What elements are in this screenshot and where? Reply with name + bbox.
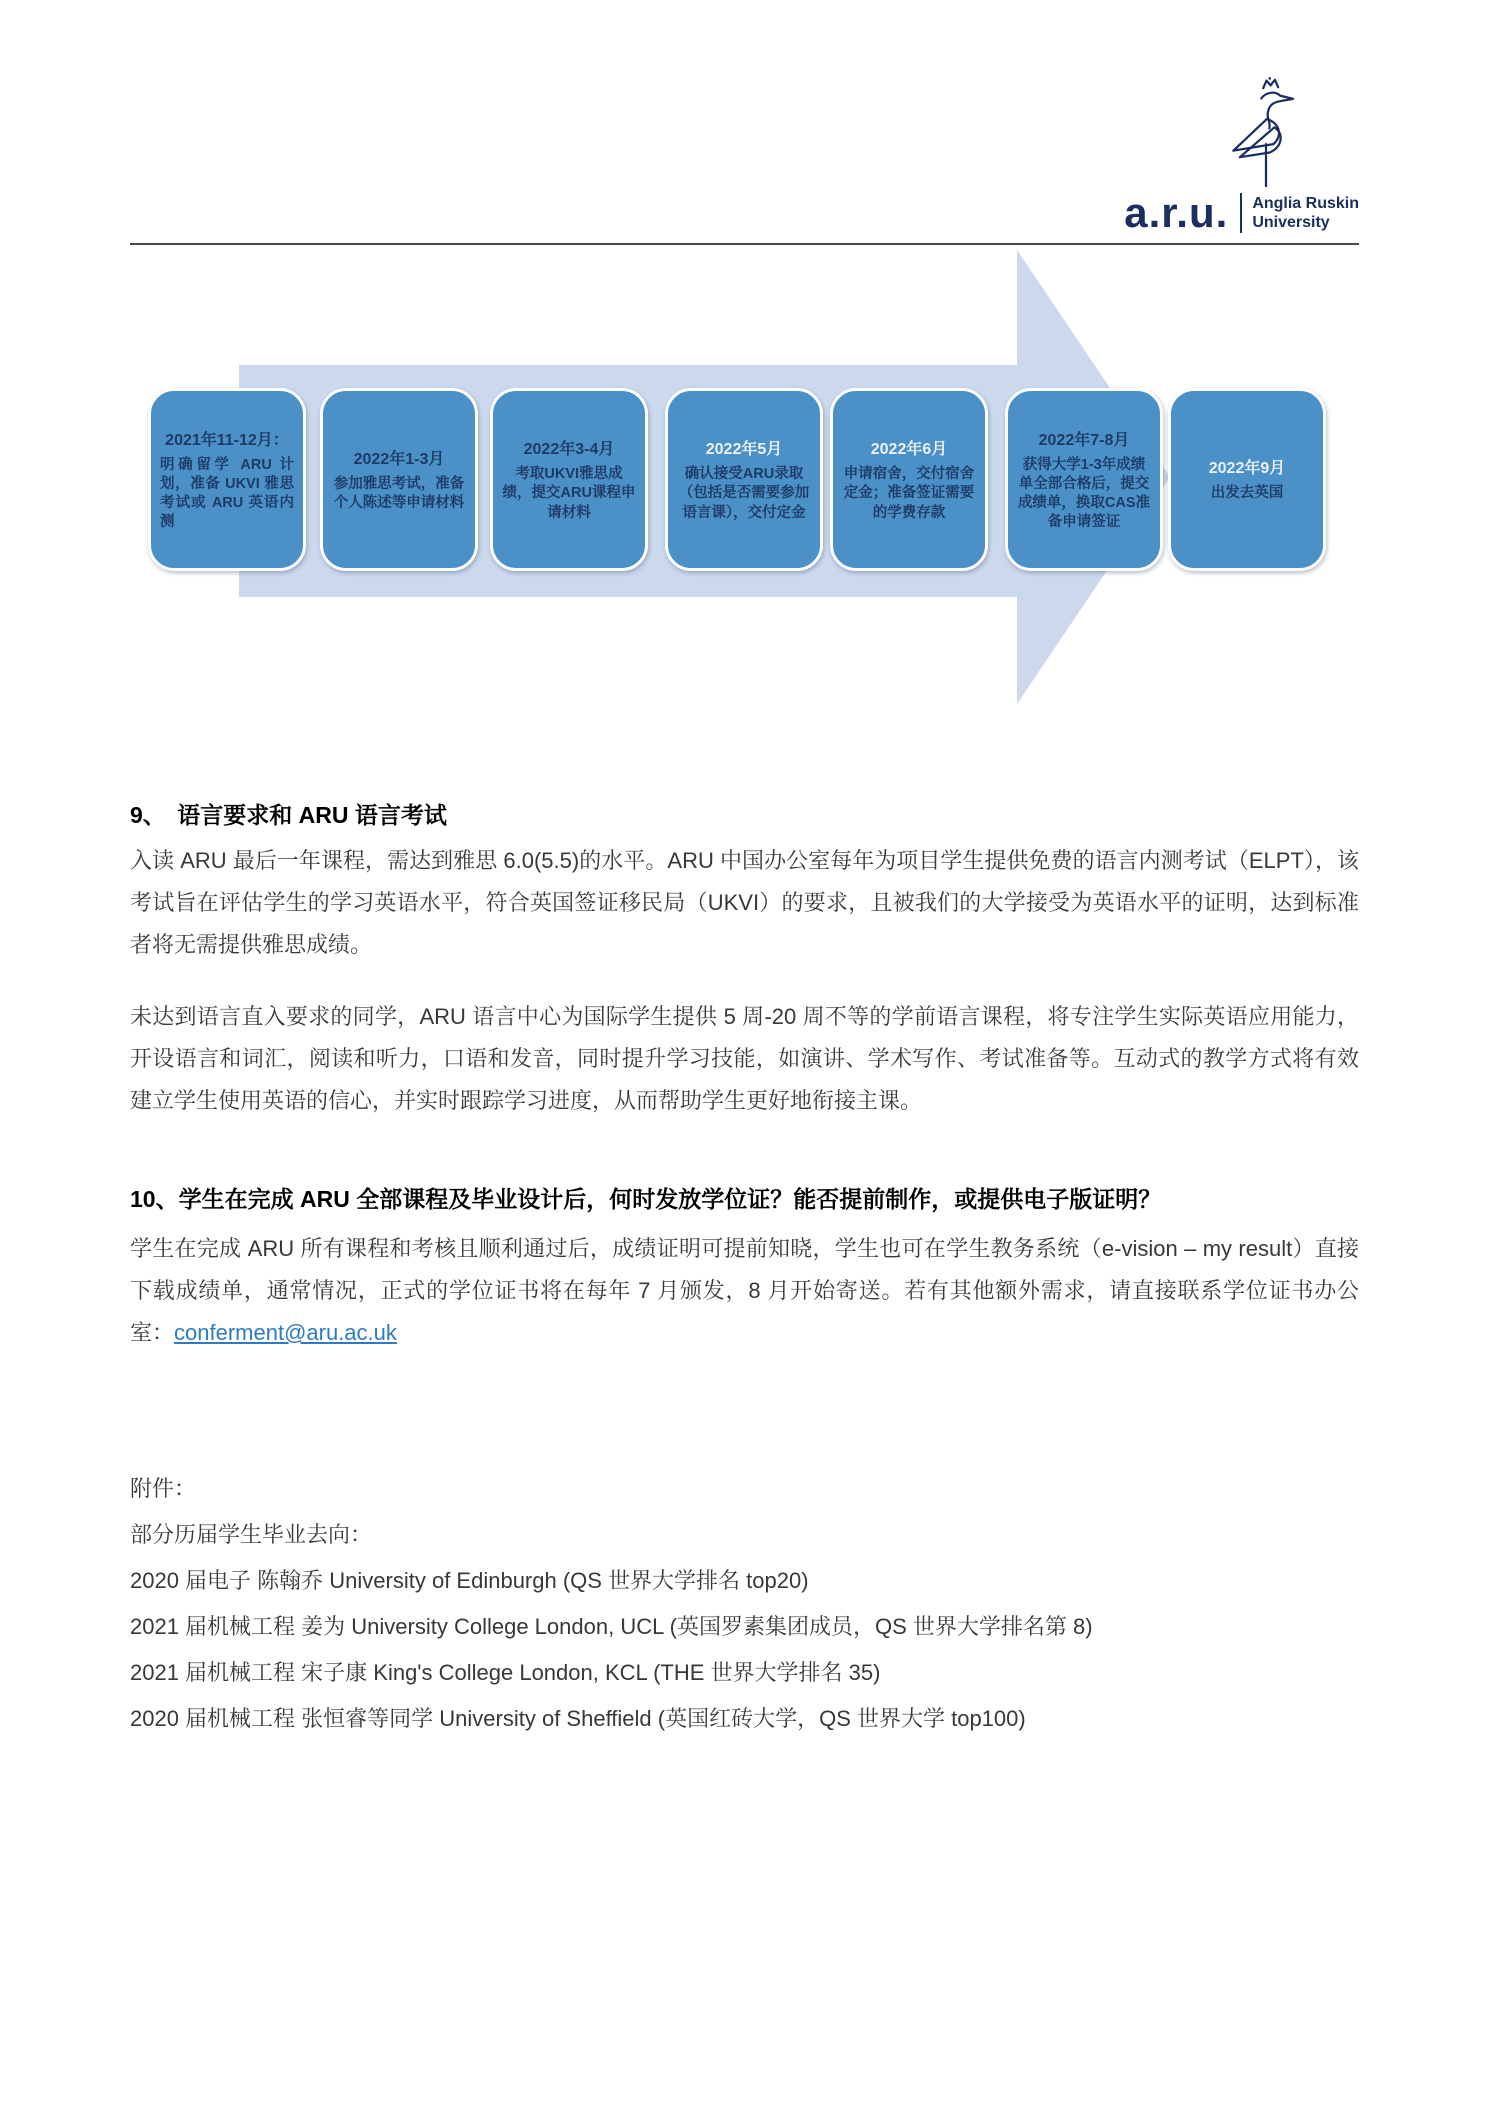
logo-divider <box>1240 193 1242 233</box>
attachment-title: 附件： <box>130 1476 197 1501</box>
timeline-step-text: 明确留学 ARU 计划，准备 UKVI 雅思考试或 ARU 英语内测 <box>160 456 294 531</box>
page-header <box>130 0 1359 234</box>
logo-text-row <box>1124 189 1359 236</box>
timeline-step-3 <box>490 388 648 571</box>
logo-acronym: a.r.u. <box>1124 189 1229 236</box>
logo-university-name <box>1252 194 1359 232</box>
section9-paragraph-2: 未达到语言直入要求的同学，ARU 语言中心为国际学生提供 5 周-20 周不等的学前语言课程，将专注学生实际英语应用能力，开设语言和词汇，阅读和听力，口语和发音，同时提升学习技能，如演讲、学术写作、考试准备等。互动式的教学方式将有效建立学生使用英语的信心，并实时跟踪学习进度，从而帮助学生更好地衔接主课。 <box>130 1004 1359 1113</box>
timeline-step-2 <box>320 388 478 571</box>
timeline-step-1 <box>148 388 306 571</box>
aru-logo <box>1124 76 1359 234</box>
logo-name-line2: University <box>1252 214 1330 231</box>
timeline-step-date: 2022年7-8月 <box>1038 431 1130 449</box>
timeline-step-4 <box>665 388 823 571</box>
attachment-section <box>130 1466 1359 1742</box>
section9-heading: 9、 语言要求和 ARU 语言考试 <box>130 802 447 828</box>
timeline-step-date: 2021年11-12月： <box>165 431 289 449</box>
timeline-step-5 <box>830 388 988 571</box>
graduate-destination-item: 2021 届机械工程 姜为 University College London, UCL (英国罗素集团成员，QS 世界大学排名第 8) <box>130 1614 1093 1639</box>
section10-paragraph <box>130 1228 1359 1354</box>
logo-name-line1: Anglia Ruskin <box>1252 194 1359 212</box>
conferment-email-link[interactable]: conferment@aru.ac.uk <box>174 1320 397 1345</box>
timeline-step-date: 2022年6月 <box>870 441 948 459</box>
timeline-step-7 <box>1168 388 1326 571</box>
timeline-step-text: 获得大学1-3年成绩单全部合格后，提交成绩单，换取CAS准备申请签证 <box>1017 456 1151 531</box>
application-timeline-diagram <box>0 250 1489 715</box>
timeline-step-text: 出发去英国 <box>1210 485 1284 502</box>
section10-paragraph-text: 学生在完成 ARU 所有课程和考核且顺利通过后，成绩证明可提前知晓，学生也可在学生教务系统（e-vision – my result）直接下载成绩单，通常情况，正式的学位证书将在每年 7 月颁发，8 月开始寄送。若有其他额外需求，请直接联系学位证书办公室： <box>130 1236 1359 1345</box>
timeline-step-date: 2022年9月 <box>1208 460 1286 478</box>
graduate-destination-item: 2021 届机械工程 宋子康 King's College London, KCL (THE 世界大学排名 35) <box>130 1660 881 1685</box>
timeline-step-6 <box>1005 388 1163 571</box>
timeline-step-date: 2022年5月 <box>705 441 783 459</box>
header-divider-rule <box>130 243 1359 245</box>
section10-heading: 10、学生在完成 ARU 全部课程及毕业设计后，何时发放学位证？能否提前制作，或提供电子版证明？ <box>130 1186 1162 1212</box>
heron-crown-icon <box>1224 76 1314 188</box>
attachment-subtitle: 部分历届学生毕业去向： <box>130 1522 373 1547</box>
timeline-step-date: 2022年1-3月 <box>353 450 445 468</box>
timeline-step-text: 确认接受ARU录取（包括是否需要参加语言课），交付定金 <box>678 466 810 521</box>
timeline-step-text: 参加雅思考试，准备个人陈述等申请材料 <box>333 475 465 511</box>
graduate-destination-item: 2020 届电子 陈翰乔 University of Edinburgh (QS 世界大学排名 top20) <box>130 1568 809 1593</box>
graduate-destination-item: 2020 届机械工程 张恒睿等同学 University of Sheffield (英国红砖大学，QS 世界大学 top100) <box>130 1706 1026 1731</box>
timeline-step-text: 考取UKVI雅思成绩，提交ARU课程申请材料 <box>502 466 636 521</box>
timeline-step-text: 申请宿舍，交付宿舍定金；准备签证需要的学费存款 <box>843 466 975 521</box>
section9-paragraph-1: 入读 ARU 最后一年课程，需达到雅思 6.0(5.5)的水平。ARU 中国办公室每年为项目学生提供免费的语言内测考试（ELPT），该考试旨在评估学生的学习英语水平，符合英国签证移民局（UKVI）的要求，且被我们的大学接受为英语水平的证明，达到标准者将无需提供雅思成绩。 <box>130 848 1359 957</box>
timeline-step-date: 2022年3-4月 <box>523 441 615 459</box>
